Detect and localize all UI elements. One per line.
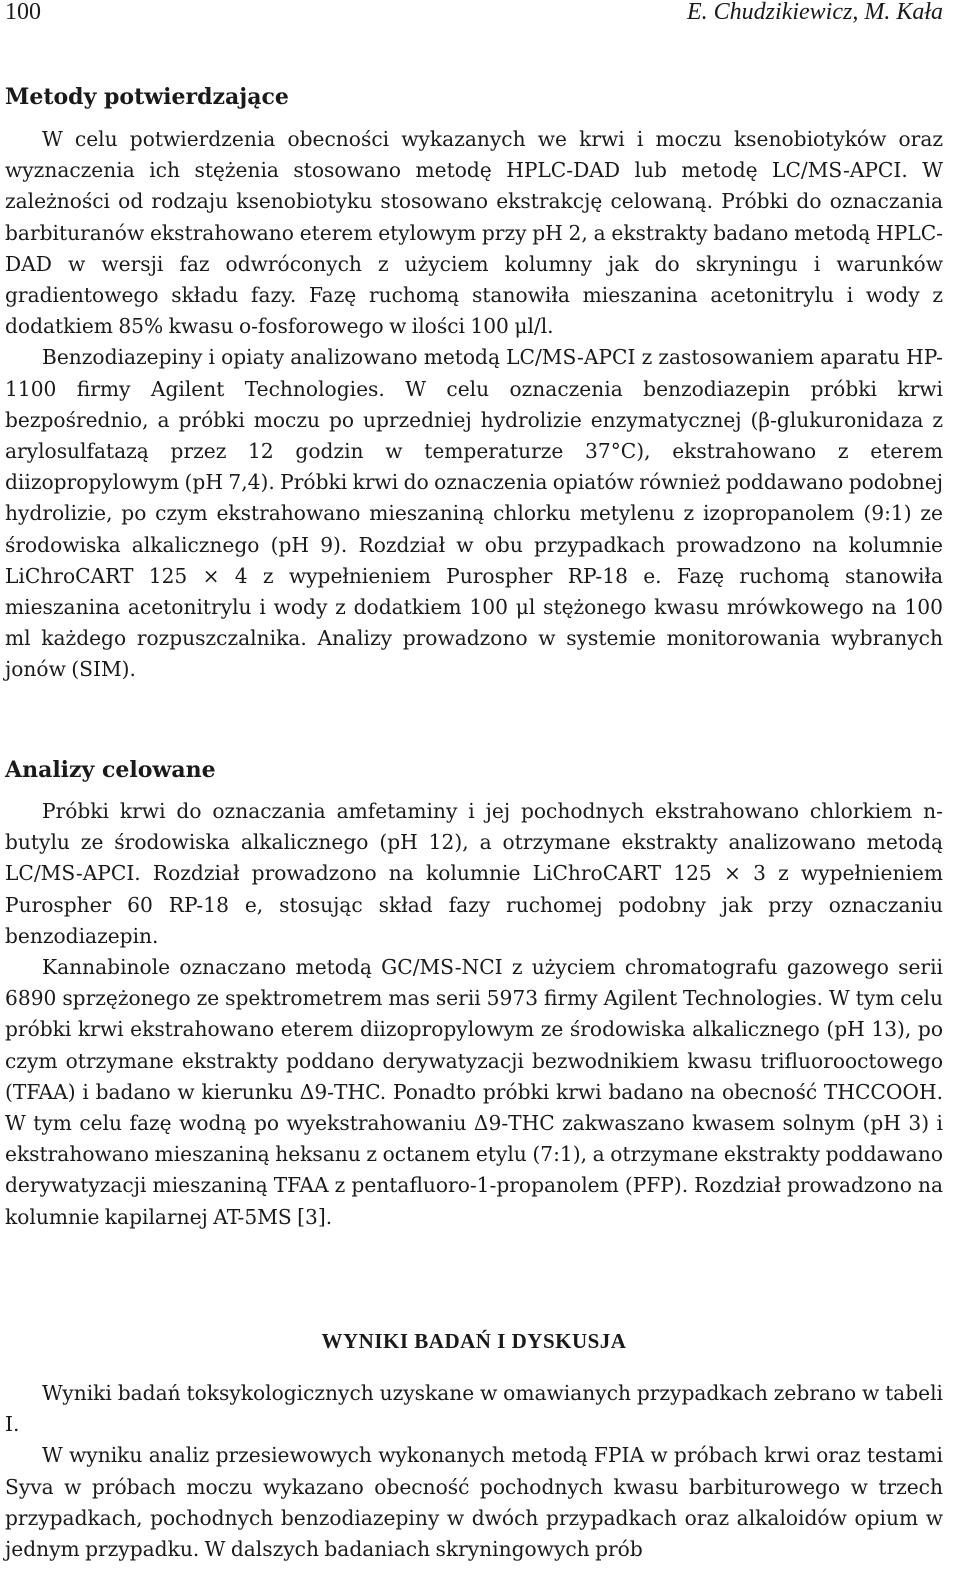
paragraph: W celu potwierdzenia obecności wykazanych we krwi i moczu ksenobiotyków oraz wyznaczenia ich stężenia stosowano metodę HPLC-DAD lub metodę LC/MS-APCI. W zależności od rodzaju ksenobiotyku stosowano ekstrakcję celowaną. Próbki do oznaczania barbituranów ekstrahowano eterem etylowym przy pH 2, a ekstrakty badano metodą HPLC-DAD w wersji faz odwróconych z użyciem kolumny jak do skryningu i warunków gradientowego składu fazy. Fazę ruchomą stanowiła mieszanina acetonitrylu i wody z dodatkiem 85% kwasu o-fosforowego w ilości 100 μl/l. [5, 127, 943, 339]
paragraph: Benzodiazepiny i opiaty analizowano metodą LC/MS-APCI z zastosowaniem aparatu HP-1100 firmy Agilent Technologies. W celu oznaczenia benzodiazepin próbki krwi bezpośrednio, a próbki moczu po uprzedniej hydrolizie enzymatycznej (β-glukuronidaza z arylosulfatazą przez 12 godzin w temperaturze 37°C), ekstrahowano z eterem diizopropylowym (pH 7,4). Próbki krwi do oznaczenia opiatów również poddawano podobnej hydrolizie, po czym ekstrahowano mieszaniną chlorku metylenu z izopropanolem (9:1) ze środowiska alkalicznego (pH 9). Rozdział w obu przypadkach prowadzono na kolumnie LiChroCART 125 × 4 z wypełnieniem Purospher RP-18 e. Fazę ruchomą stanowiła mieszanina acetonitrylu i wody z dodatkiem 100 μl stężonego kwasu mrówkowego na 100 ml każdego rozpuszczalnika. Analizy prowadzono w systemie monitorowania wybranych jonów (SIM). [5, 345, 943, 682]
page-number: 100 [5, 0, 41, 25]
paragraph: W wyniku analiz przesiewowych wykonanych metodą FPIA w próbach krwi oraz testami Syva w próbach moczu wykazano obecność pochodnych kwasu barbiturowego w trzech przypadkach, pochodnych benzodiazepiny w dwóch przypadkach oraz alkaloidów opium w jednym przypadku. W dalszych badaniach skryningowych prób [5, 1443, 943, 1562]
document-page [5, 0, 943, 1562]
section-body-confirmation-methods [5, 124, 943, 686]
paragraph: Wyniki badań toksykologicznych uzyskane w omawianych przypadkach zebrano w tabeli I. [5, 1381, 943, 1437]
section-heading-targeted-analyses: Analizy celowane [5, 757, 216, 783]
section-body-targeted-analyses [5, 796, 943, 1233]
paragraph: Próbki krwi do oznaczania amfetaminy i jej pochodnych ekstrahowano chlorkiem n-butylu ze środowiska alkalicznego (pH 12), a otrzymane ekstrakty analizowano metodą LC/MS-APCI. Rozdział prowadzono na kolumnie LiChroCART 125 × 3 z wypełnieniem Purospher 60 RP-18 e, stosując skład fazy ruchomej podobny jak przy oznaczaniu benzodiazepin. [5, 799, 943, 948]
running-header-authors: E. Chudzikiewicz, M. Kała [687, 0, 943, 25]
running-header [5, 0, 943, 30]
section-heading-results-discussion: WYNIKI BADAŃ I DYSKUSJA [321, 1329, 627, 1353]
section-body-results-discussion [5, 1378, 943, 1565]
paragraph: Kannabinole oznaczano metodą GC/MS-NCI z użyciem chromatografu gazowego serii 6890 sprzężonego ze spektrometrem mas serii 5973 firmy Agilent Technologies. W tym celu próbki krwi ekstrahowano eterem diizopropylowym ze środowiska alkalicznego (pH 13), po czym otrzymane ekstrakty poddano derywatyzacji bezwodnikiem kwasu trifluorooctowego (TFAA) i badano w kierunku Δ9-THC. Ponadto próbki krwi badano na obecność THCCOOH. W tym celu fazę wodną po wyekstrahowaniu Δ9-THC zakwaszano kwasem solnym (pH 3) i ekstrahowano mieszaniną heksanu z octanem etylu (7:1), a otrzymane ekstrakty poddawano derywatyzacji mieszaniną TFAA z pentafluoro-1-propanolem (PFP). Rozdział prowadzono na kolumnie kapilarnej AT-5MS [3]. [5, 955, 943, 1229]
section-heading-confirmation-methods: Metody potwierdzające [5, 84, 289, 110]
